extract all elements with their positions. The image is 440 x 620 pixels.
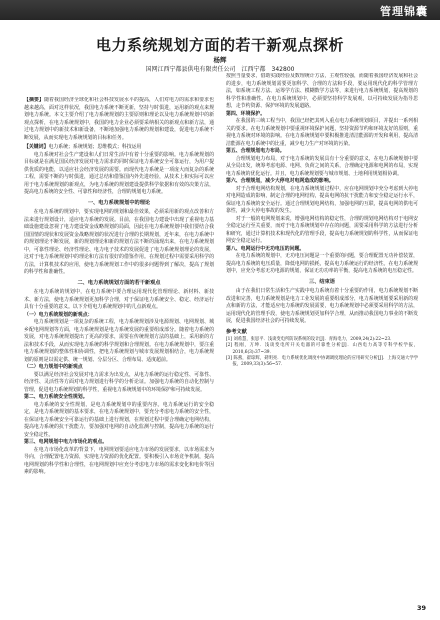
subsection-heading-2-1: （一）电力系统规划的新观点： bbox=[24, 311, 93, 318]
point-heading-3: 第三、电网规划中电力市场化的观点。 bbox=[24, 439, 108, 445]
point-heading-5: 第五、合理规划电力布局。 bbox=[226, 148, 285, 154]
subsection-heading-2-2: （二）电力规划中的新观点 bbox=[24, 364, 83, 370]
section-heading-2: 二、电力系统规划方面的若干新观点 bbox=[77, 279, 161, 286]
abstract: 【摘要】随着我国经济全球化和社会科技发展水平的提高，人们对电力的需求和要求也越来越高，面对这样状况，我国电力系统不断更新，坚持与时俱进，运用新的观点来规划电力系统。本文主要介绍了电力系统规划的主要原则和理论以及电力系统规划中的新观点探析，在电力系统规划中，我国的电力企业必须要采纳相关的新观点和新方法，通过电力规划中的新技术和新设备，不断地加强电力系统的规划和建设，促进电力系统不断发展，从而实现电力系统规划的目标和任务。 bbox=[24, 97, 214, 141]
point-heading-2: 第二、电力系统安全性规划。 bbox=[24, 394, 88, 400]
point-heading-6: 第六、合理规划，减少大停电对电网造成的影响。 bbox=[226, 178, 334, 184]
section-heading-1: 一、电力系统规划中的理论 bbox=[87, 199, 151, 206]
section-label: 管理锦囊 bbox=[380, 5, 428, 18]
reference-item: [3] 陈燕，翟琼辉，聂明亮．电力系统优化调度中协调调度理论的应用研究分析[J]．上海交通大学学报，2009,33(3):56~57． bbox=[226, 355, 418, 368]
point-heading-8: 第八、电网运行中无功电压的问题。 bbox=[226, 245, 305, 252]
right-column bbox=[226, 73, 418, 620]
reference-item: [2] 程刚，万坤．浅谈变电所开关电器的可靠性分析[J]．山西电力高等专科学校学报，2010,6(3):37~39． bbox=[226, 343, 418, 355]
references-list bbox=[226, 337, 418, 368]
header-bar bbox=[0, 0, 440, 20]
right-paragraph-1: 按照当量要求，借助实践经验及数理统计方法，主观性较强，而随着我国经济发展和社会的进步，电力系统规划需要更加科学、合理的方法和手段，要运用现代化的科学管理方法，如系统工程方法、运筹学方法、模糊数学方法等，来进行电力系统规划，提高规划的科学性和准确性。在电力系统规划中，必须要坚持科学发展观，以可持续发展为指导思想，走节约资源、保护环境的发展道路。 bbox=[226, 73, 418, 109]
point-6-paragraph: 对于合理电网结构规划，在电力系统规划过程中，应在电网规划中充分考虑到大停电对电网造成的影响，制定合理的电网结构，提高电网的抗干扰能力和安全稳定运行水平，保证电力系统的安全运行。通过合理规划电网结构，加强电网的互联，提高电网的供电可靠性，减少大停电事故的发生。 bbox=[226, 185, 418, 214]
conclusion-paragraph: 由于在我们日常生活和生产实践中电力系统有着十分重要的作用，电力系统规划不断改进和完善，电力系统规划是电力工业发展的重要组成部分，电力系统规划要采用新的观点和新的方法，才能适应电力系统的发展需要，电力系统规划中必须要采用科学的方法，运用现代化的管理手段，使电力系统规划更加科学合理，从而推动我国电力事业的不断发展，促进我国经济社会的可持续发展。 bbox=[226, 288, 418, 324]
point-3-paragraph: 在电力市场化改革的背景下，电网规划要适应电力市场的发展要求，以市场需求为导向，合理配置电力资源，实现电力资源的优化配置。要积极引入市场竞争机制，提高电网规划的科学性和合理性，在电网规划中应充分考虑电力市场的需求变化和电价等因素的影响。 bbox=[24, 446, 214, 475]
article-title: 电力系统规划方面的若干新观点探析 bbox=[95, 36, 344, 54]
left-column bbox=[24, 97, 214, 612]
article-author: 杨辉 bbox=[213, 56, 227, 64]
reference-item: [1] 刘希慧，张思平．浅谈变电所防误系统的设计[J]．青海电力，2009,24(2):22~23． bbox=[226, 337, 395, 342]
point-2-paragraph: 电力系统的安全性规划，是电力系统规划中的重要内容。电力系统运行的安全稳定，是电力系统规划的基本要求，在电力系统规划中，要充分考虑电力系统的安全性，在保证电力系统安全可靠运行的基础上进行规划，在规划过程中要合理确定电网结构，提高电力系统的抗干扰能力，要加强对电网的自动化监测与控制，提高电力系统的运行安全稳定性。 bbox=[24, 401, 214, 438]
subsection-2-1-paragraph: 电力系统规划是一项复杂的系统工程，电力系统规划涉及电源规划、电网规划、城乡配电网规划等方面，电力系统规划是电力系统发展的重要组成部分。随着电力系统的发展，对电力系统规划提出了更高的要求，需要在传统规划方法的基础上，采用新的方法和技术手段，从而实现电力系统的科学规划和合理规划。在电力系统规划中，要注重电力系统规划的整体性和协调性，把电力系统规划与城市发展规划相结合，电力系统规划的原则是以需定供、统一规划、分层分区、合理布局、适度超前。 bbox=[24, 319, 214, 363]
point-heading-4: 第四、环境保护。 bbox=[226, 110, 266, 117]
references-heading: 参考文献 bbox=[226, 328, 247, 335]
section-2-paragraph: 在电力系统的规划中，在电力系统中要合理运用现代化管理理论、新材料、新技术、新方法，使电力系统规划更加科学合理，对于保证电力系统安全、稳定、经济运行具有十分重要的意义。以下介绍电力系统规划中的几点新观点。 bbox=[24, 289, 214, 310]
intro-paragraph: 电力系统对社会生产建设和人们日常生活中有着十分重要的影响。电力系统规划的目标就是在满足国民经济发展对电力需求的同时保证电力系统安全可靠运行，为用户提供优质的电能，以适应社会经济发展的需要。而现代电力系统是一项庞大而复杂的系统工程，需要不断的与时俱进，通过总结和借鉴国内外先进经验，从技术上和实际可以应用于电力系统规划的新观点，为电力系统的规划建设提供科学依据和有效的决策方法，提高电力系统的安全性、可靠性和经济性，合理的规划电力系统。 bbox=[24, 151, 214, 195]
section-heading-3: 三、结束语 bbox=[309, 278, 335, 285]
point-8-paragraph: 在电力系统的规划中，无功电压问题是一个重要的问题，要合理配置无功补偿装置，提高电力系统的电压质量，降低电网的损耗，提高电力系统运行的经济性。在电力系统规划中，应充分考虑无功电源的规划，保证无功功率的平衡，提高电力系统的电压稳定性。 bbox=[226, 253, 418, 274]
article-affiliation: 国网江西宁都县供电有限责任公司 江西宁都 342800 bbox=[145, 66, 295, 73]
point-4-paragraph: 在我国的三峡工程当中，我国已经把其列入重点电力系统规划项目，并提出一系列相关的要求。在电力系统规划中要重视环境保护问题，坚持资源节约和环境友好的原则，重视电力系统对环境的影响。在电力系统规划中要积极推进清洁能源的开发和利用，提高清洁能源在电力系统中的比重，减少电力生产对环境的污染。 bbox=[226, 118, 418, 147]
page-number: 39 bbox=[416, 604, 426, 612]
section-1-paragraph: 在电力系统的规划中，要实现电网的规划和最佳效果，必须采用新的观点改善和方法来进行规划设计，适应电力系统的发展。目前，在我国电力建设中出现了重视电力基础设施建设忽视了电力建设资金成略规划的局面，因此在电力系统规划中我们要结合我国国情的现状和发展资金战略规划的状况进行合理的长期规划，近年来，在电力系统中的规划理论不断发展，新的规划理论和新的规划方法不断的涌现出来，在电力系统规划中，可靠性理论、经济性理论、电力电子技术的发展促进了电力系统规划理论的发展，这对于电力系统规划中的理论和方法有很好的借鉴作用。在规划过程中需要采用科学的方法，计算机技术的应用，使电力系统规划工作中的很多问题得到了解决，提高了规划的科学性和准确性。 bbox=[24, 209, 214, 275]
subsection-2-2-paragraph: 要以满足经济社会发展对电力需求为出发点，从电力系统的运行稳定性、可靠性、经济性、灵活性等方面对电力规划进行科学的分析论证。加强电力系统的自动化控制与管理，促进电力系统规划的科学性，重视电力系统规划中的环境保护和可持续发展。 bbox=[24, 371, 214, 393]
point-5-paragraph: 合理规划电力布局，对于电力系统的发展具有十分重要的意义，在电力系统规划中要从全局出发，统筹考虑电源、电网、负荷之间的关系，合理确定电源和电网的布局，实现电力系统的优化运行。并且，电力系统规划要与城市规划、土地利用规划相协调。 bbox=[226, 155, 418, 177]
keywords: 【关键词】电力系统；系统规划；思维模式；科技运用 bbox=[24, 144, 142, 150]
right-paragraph-5: 对于一般的电网规划来说，增强电网结构的稳定性，合理的规划电网结构对于电网安全稳定运行至关重要，而对于电力系统规划中存在的问题，需要采用科学的方法进行分析和研究，通过计算机技术和现代化的管理手段，提高电力系统规划的科学性，从而保证电网安全稳定运行。 bbox=[226, 215, 418, 244]
